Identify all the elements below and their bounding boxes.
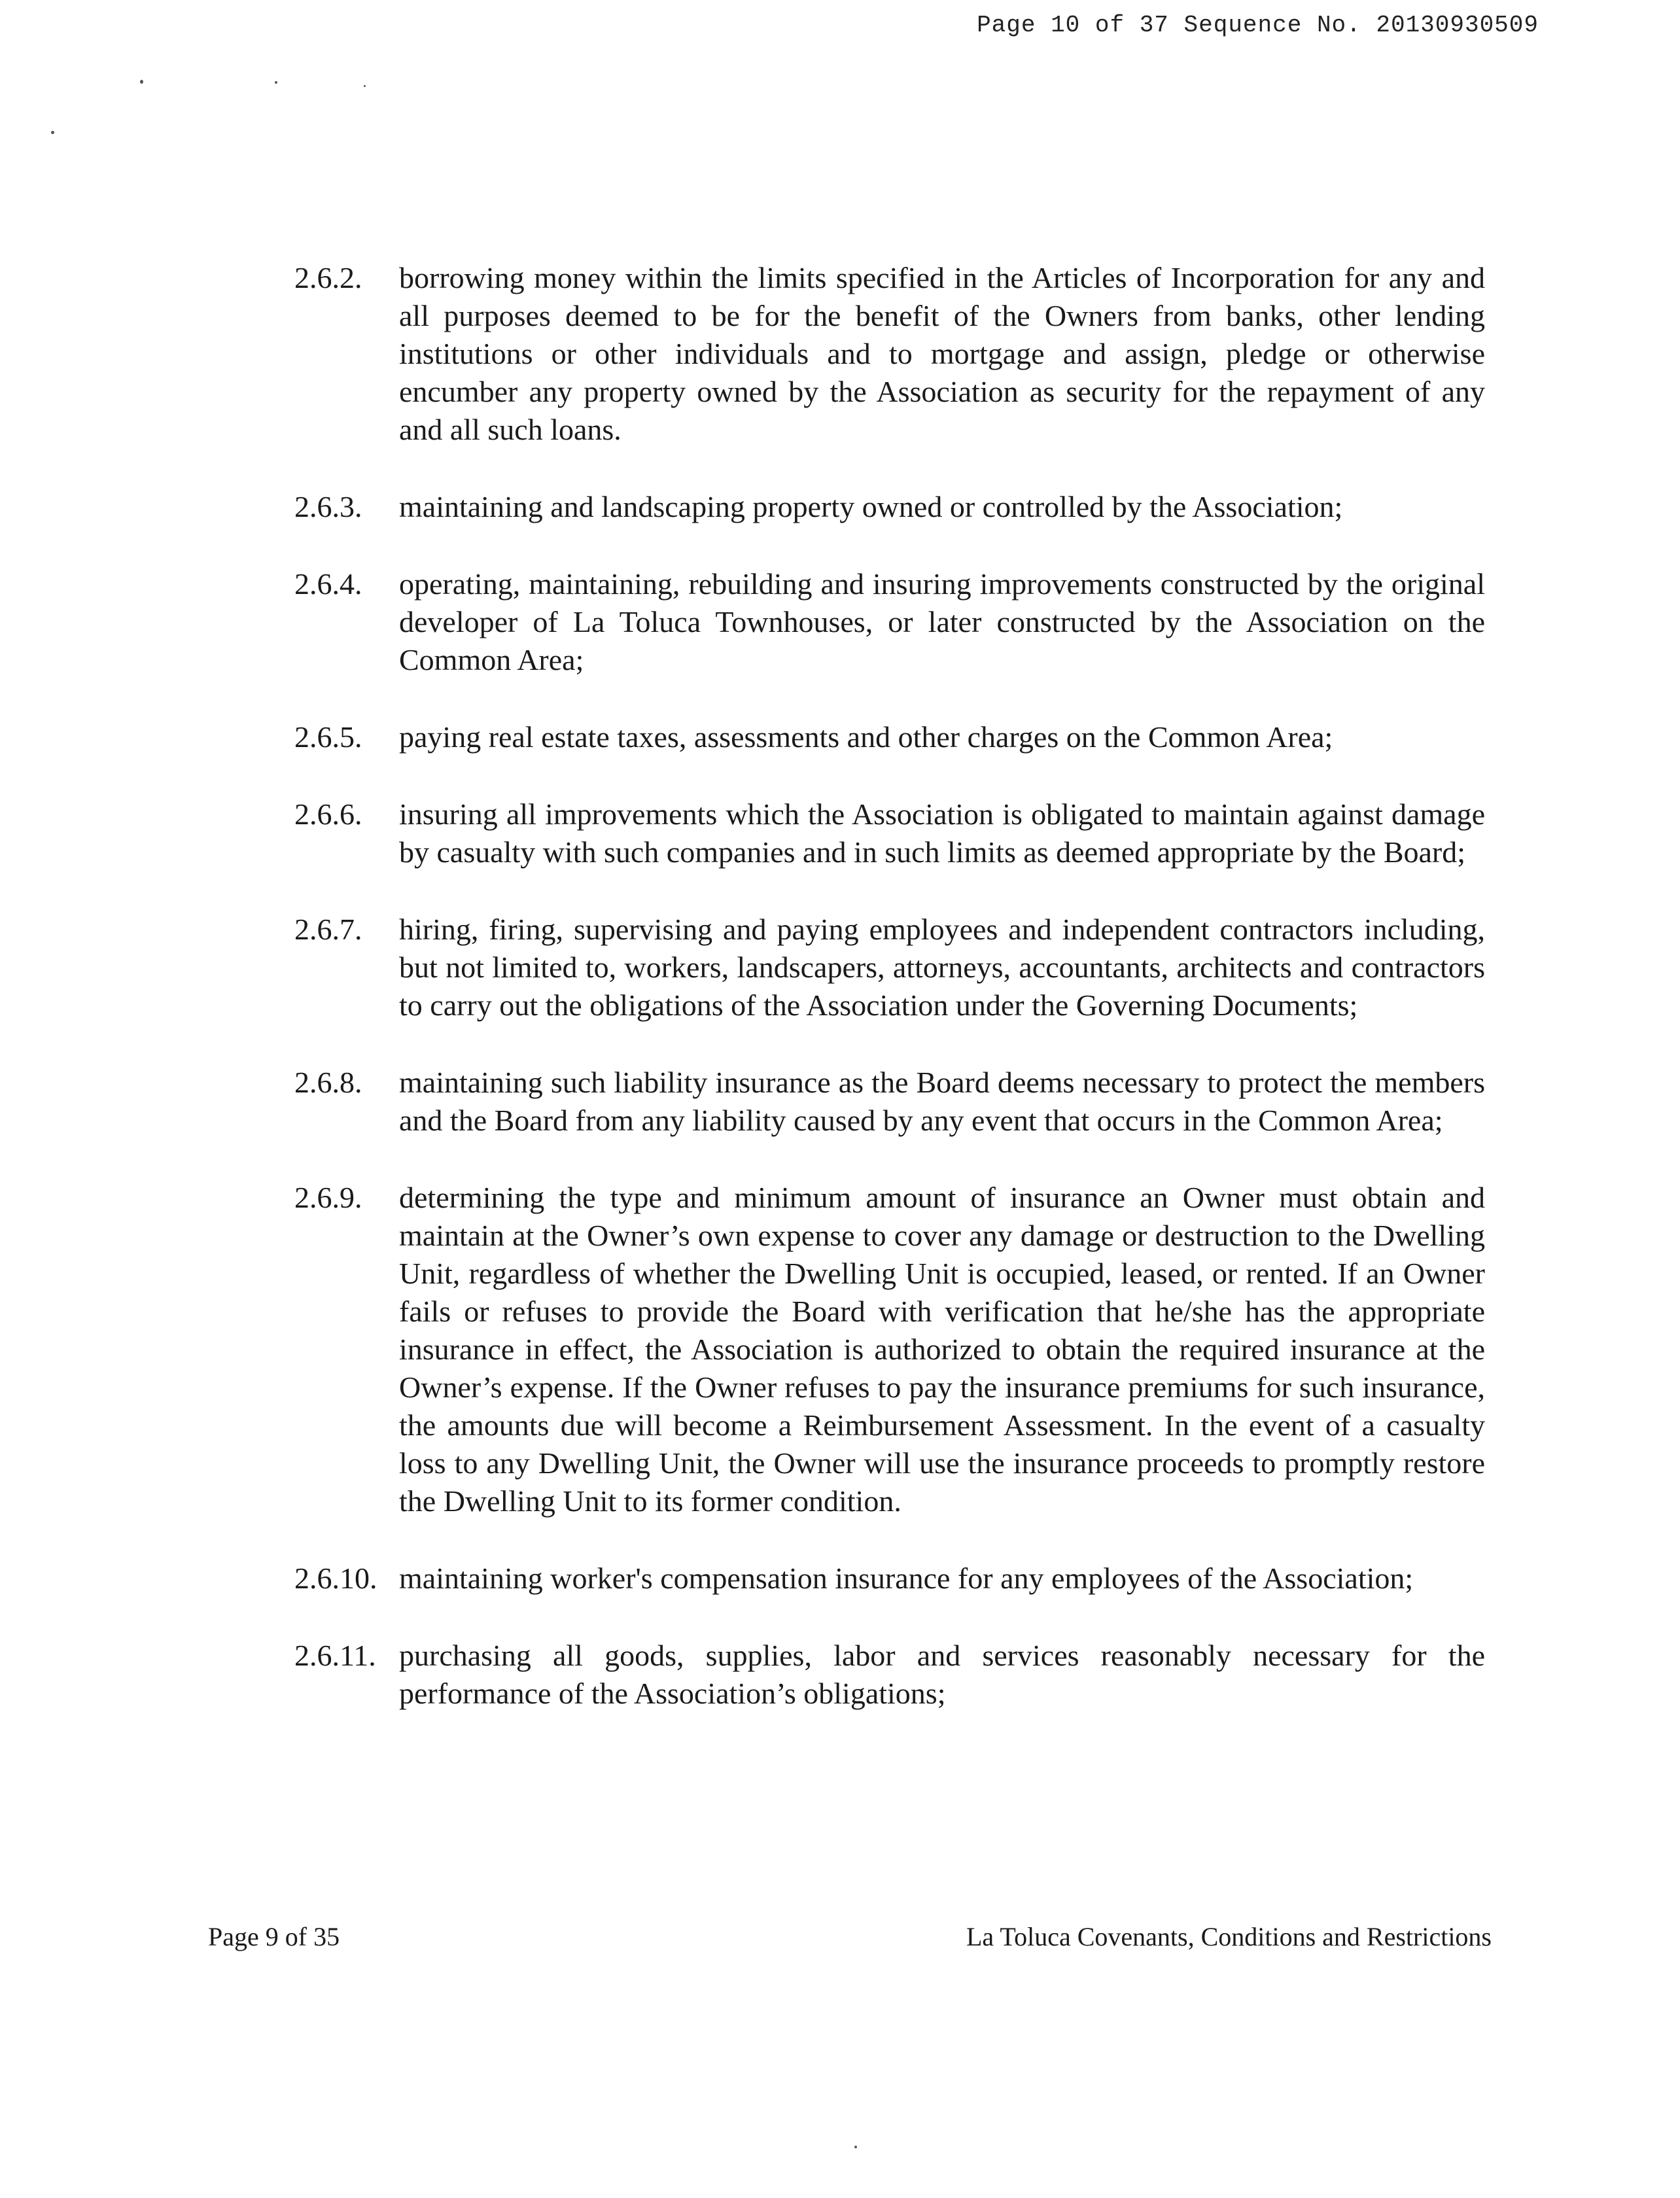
clause-number: 2.6.10. (294, 1561, 377, 1595)
clause-2-6-11 (294, 1637, 1485, 1713)
clause-2-6-9 (294, 1179, 1485, 1520)
clause-number: 2.6.8. (294, 1066, 362, 1099)
clause-text: determining the type and minimum amount of insurance an Owner must obtain and maintain at the Owner’s own expense to cover any damage or destruction to the Dwelling Unit, regardless of whether the Dwelling Unit is occupied, leased, or rented. If an Owner fails or refuses to provide the Board with verification that he/she has the appropriate insurance in effect, the Association is authorized to obtain the required insurance at the Owner’s expense. If the Owner refuses to pay the insurance premiums for such insurance, the amounts due will become a Reimbursement Assessment. In the event of a casualty loss to any Dwelling Unit, the Owner will use the insurance proceeds to promptly restore the Dwelling Unit to its former condition. (399, 1181, 1485, 1518)
clause-2-6-2 (294, 259, 1485, 449)
footer-page-number: Page 9 of 35 (208, 1922, 340, 1951)
clause-text: hiring, firing, supervising and paying employees and independent contractors including, but not limited to, workers, landscapers, attorneys, accountants, architects and contractors to carry out the obligations of the Association under the Governing Documents; (399, 913, 1485, 1022)
clause-number: 2.6.4. (294, 567, 362, 601)
clause-2-6-4 (294, 565, 1485, 679)
clause-number: 2.6.2. (294, 261, 362, 294)
page-footer (208, 1921, 1492, 1953)
clause-text: purchasing all goods, supplies, labor and services reasonably necessary for the performance of the Association’s obligations; (399, 1639, 1485, 1710)
clause-text: maintaining such liability insurance as the Board deems necessary to protect the members and the Board from any liability caused by any event that occurs in the Common Area; (399, 1066, 1485, 1137)
clause-number: 2.6.5. (294, 720, 362, 754)
clause-text: maintaining and landscaping property owned or controlled by the Association; (399, 490, 1343, 523)
clause-number: 2.6.9. (294, 1181, 362, 1214)
clause-number: 2.6.11. (294, 1639, 376, 1672)
scan-speck (364, 85, 366, 87)
clause-2-6-7 (294, 911, 1485, 1024)
scan-speck (140, 80, 143, 84)
scan-speck (275, 81, 277, 84)
clause-text: paying real estate taxes, assessments and other charges on the Common Area; (399, 720, 1333, 754)
clause-text: maintaining worker's compensation insurance for any employees of the Association; (399, 1561, 1414, 1595)
scan-speck (854, 2146, 857, 2148)
clause-text: borrowing money within the limits specified in the Articles of Incorporation for any and all purposes deemed to be for the benefit of the Owners from banks, other lending institutions or other individuals and to mortgage and assign, pledge or otherwise encumber any property owned by the Association as security for the repayment of any and all such loans. (399, 261, 1485, 446)
clause-2-6-5 (294, 718, 1485, 756)
clause-number: 2.6.3. (294, 490, 362, 523)
clause-2-6-10 (294, 1560, 1485, 1597)
clause-text: insuring all improvements which the Association is obligated to maintain against damage by casualty with such companies and in such limits as deemed appropriate by the Board; (399, 797, 1485, 869)
scan-header: Page 10 of 37 Sequence No. 20130930509 (977, 12, 1539, 39)
clause-text: operating, maintaining, rebuilding and insuring improvements constructed by the original developer of La Toluca Townhouses, or later constructed by the Association on the Common Area; (399, 567, 1485, 676)
footer-document-title: La Toluca Covenants, Conditions and Restrictions (966, 1922, 1492, 1951)
clause-number: 2.6.7. (294, 913, 362, 946)
clause-2-6-6 (294, 795, 1485, 871)
clause-number: 2.6.6. (294, 797, 362, 831)
clause-2-6-3 (294, 488, 1485, 526)
clause-2-6-8 (294, 1064, 1485, 1140)
clause-list (294, 259, 1485, 1752)
scan-speck (51, 131, 54, 134)
